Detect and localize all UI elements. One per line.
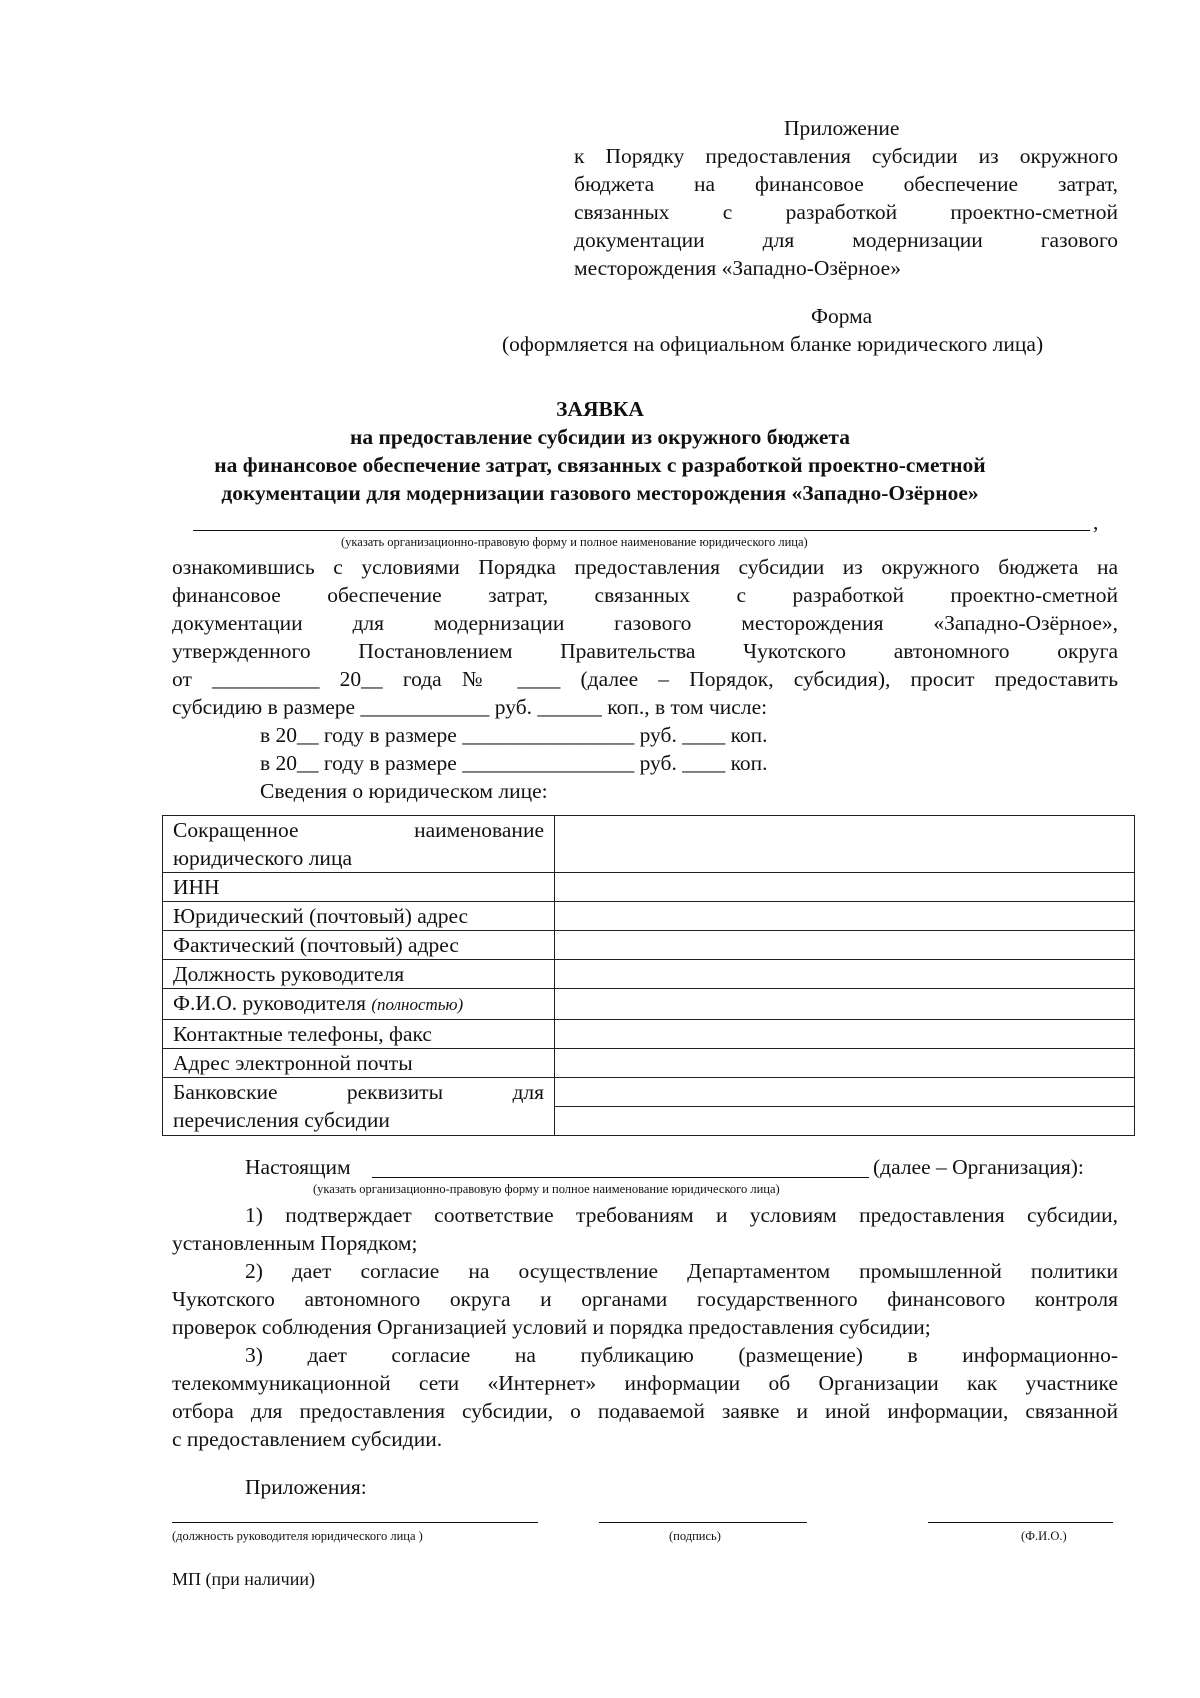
year-amount-line-1: в 20__ году в размере ________________ руб. ____ коп. [260, 723, 768, 747]
label-short-name-part-2: наименование [414, 818, 544, 842]
info-heading: Сведения о юридическом лице: [260, 779, 548, 803]
label-head-name: Ф.И.О. руководителя [173, 991, 366, 1015]
table-row [163, 989, 1135, 1020]
signature-caption: (подпись) [669, 1529, 721, 1543]
point-1-line-1: 1) подтверждает соответствие требованиям и условиям предоставления субсидии, [245, 1203, 1118, 1227]
attachments-label: Приложения: [245, 1475, 367, 1499]
table-row [163, 960, 1135, 989]
form-label: Форма [811, 304, 873, 328]
table-value-cell[interactable] [555, 816, 1135, 873]
legal-entity-info-table [162, 815, 1135, 1136]
form-note: (оформляется на официальном бланке юридического лица) [502, 332, 1044, 356]
appendix-line-1: к Порядку предоставления субсидии из окружного [574, 144, 1118, 168]
table-label-cell: Фактический (почтовый) адрес [163, 931, 555, 960]
point-3-line-4: с предоставлением субсидии. [172, 1427, 443, 1451]
table-row [163, 1020, 1135, 1049]
table-label-cell: Адрес электронной почты [163, 1049, 555, 1078]
table-label-cell [163, 1078, 555, 1136]
point-1-line-2: установленным Порядком; [172, 1231, 418, 1255]
intro-line-3: документации для модернизации газового месторождения «Западно-Озёрное», [172, 611, 1118, 635]
appendix-title: Приложение [784, 116, 900, 140]
table-label-cell [163, 989, 555, 1020]
table-value-cell[interactable] [555, 902, 1135, 931]
label-bank-part-3: для [512, 1080, 544, 1104]
appendix-line-4: документации для модернизации газового [574, 228, 1118, 252]
table-row [163, 902, 1135, 931]
applicant-blank-line[interactable] [193, 530, 1090, 531]
table-label-cell: Должность руководителя [163, 960, 555, 989]
intro-line-4: утвержденного Постановлением Правительства Чукотского автономного округа [172, 639, 1118, 663]
heading-line-3: документации для модернизации газового месторождения «Западно-Озёрное» [221, 481, 979, 505]
label-short-name-part-3: юридического лица [173, 846, 352, 870]
table-label-cell [163, 816, 555, 873]
point-3-line-1: 3) дает согласие на публикацию (размещение) в информационно- [245, 1343, 1118, 1367]
hereby-tail: (далее – Организация): [873, 1155, 1084, 1179]
point-2-line-1: 2) дает согласие на осуществление Департаментом промышленной политики [245, 1259, 1118, 1283]
applicant-line-comma: , [1093, 510, 1099, 534]
heading-line-1: на предоставление субсидии из окружного бюджета [350, 425, 850, 449]
subsidy-amount-line: субсидию в размере ____________ руб. ______ коп., в том числе: [172, 695, 768, 719]
applicant-caption: (указать организационно-правовую форму и полное наименование юридического лица) [341, 535, 808, 549]
point-3-line-3: отбора для предоставления субсидии, о подаваемой заявке и иной информации, связанной [172, 1399, 1118, 1423]
name-caption: (Ф.И.О.) [1021, 1529, 1067, 1543]
table-value-cell[interactable] [555, 1020, 1135, 1049]
label-head-name-note: (полностью) [371, 995, 464, 1014]
label-bank-part-4: перечисления субсидии [173, 1108, 390, 1132]
point-2-line-2: Чукотского автономного округа и органами государственного финансового контроля [172, 1287, 1118, 1311]
table-label-cell: Юридический (почтовый) адрес [163, 902, 555, 931]
table-value-cell[interactable] [555, 1078, 1135, 1136]
intro-line-5: от __________ 20__ года № ____ (далее – Порядок, субсидия), просит предоставить [172, 667, 1118, 691]
appendix-line-5: месторождения «Западно-Озёрное» [574, 256, 901, 280]
intro-line-2: финансовое обеспечение затрат, связанных с разработкой проектно-сметной [172, 583, 1118, 607]
label-bank-part-2: реквизиты [346, 1080, 444, 1104]
table-row [163, 816, 1135, 873]
position-caption: (должность руководителя юридического лица ) [172, 1529, 423, 1543]
table-row [163, 931, 1135, 960]
table-row [163, 1049, 1135, 1078]
stamp-note: МП (при наличии) [172, 1569, 315, 1589]
name-signature-line[interactable] [928, 1522, 1113, 1523]
signature-line[interactable] [599, 1522, 807, 1523]
point-2-line-3: проверок соблюдения Организацией условий и порядка предоставления субсидии; [172, 1315, 931, 1339]
label-bank-part-1: Банковские [173, 1080, 278, 1104]
label-short-name-part-1: Сокращенное [173, 818, 299, 842]
table-label-cell: Контактные телефоны, факс [163, 1020, 555, 1049]
intro-line-1: ознакомившись с условиями Порядка предоставления субсидии из окружного бюджета на [172, 555, 1118, 579]
table-row [163, 873, 1135, 902]
heading-line-2: на финансовое обеспечение затрат, связанных с разработкой проектно-сметной [214, 453, 986, 477]
position-signature-line[interactable] [172, 1522, 538, 1523]
table-value-cell[interactable] [555, 931, 1135, 960]
document-title: ЗАЯВКА [556, 397, 644, 421]
point-3-line-2: телекоммуникационной сети «Интернет» информации об Организации как участнике [172, 1371, 1118, 1395]
hereby-caption: (указать организационно-правовую форму и полное наименование юридического лица) [313, 1182, 780, 1196]
table-value-cell[interactable] [555, 1049, 1135, 1078]
appendix-line-3: связанных с разработкой проектно-сметной [574, 200, 1118, 224]
table-row [163, 1078, 1135, 1136]
table-value-cell[interactable] [555, 873, 1135, 902]
table-value-cell[interactable] [555, 960, 1135, 989]
appendix-line-2: бюджета на финансовое обеспечение затрат, [574, 172, 1118, 196]
organization-blank-line[interactable] [372, 1177, 869, 1178]
table-label-cell: ИНН [163, 873, 555, 902]
hereby-word: Настоящим [245, 1155, 351, 1179]
table-value-cell[interactable] [555, 989, 1135, 1020]
year-amount-line-2: в 20__ году в размере ________________ руб. ____ коп. [260, 751, 768, 775]
